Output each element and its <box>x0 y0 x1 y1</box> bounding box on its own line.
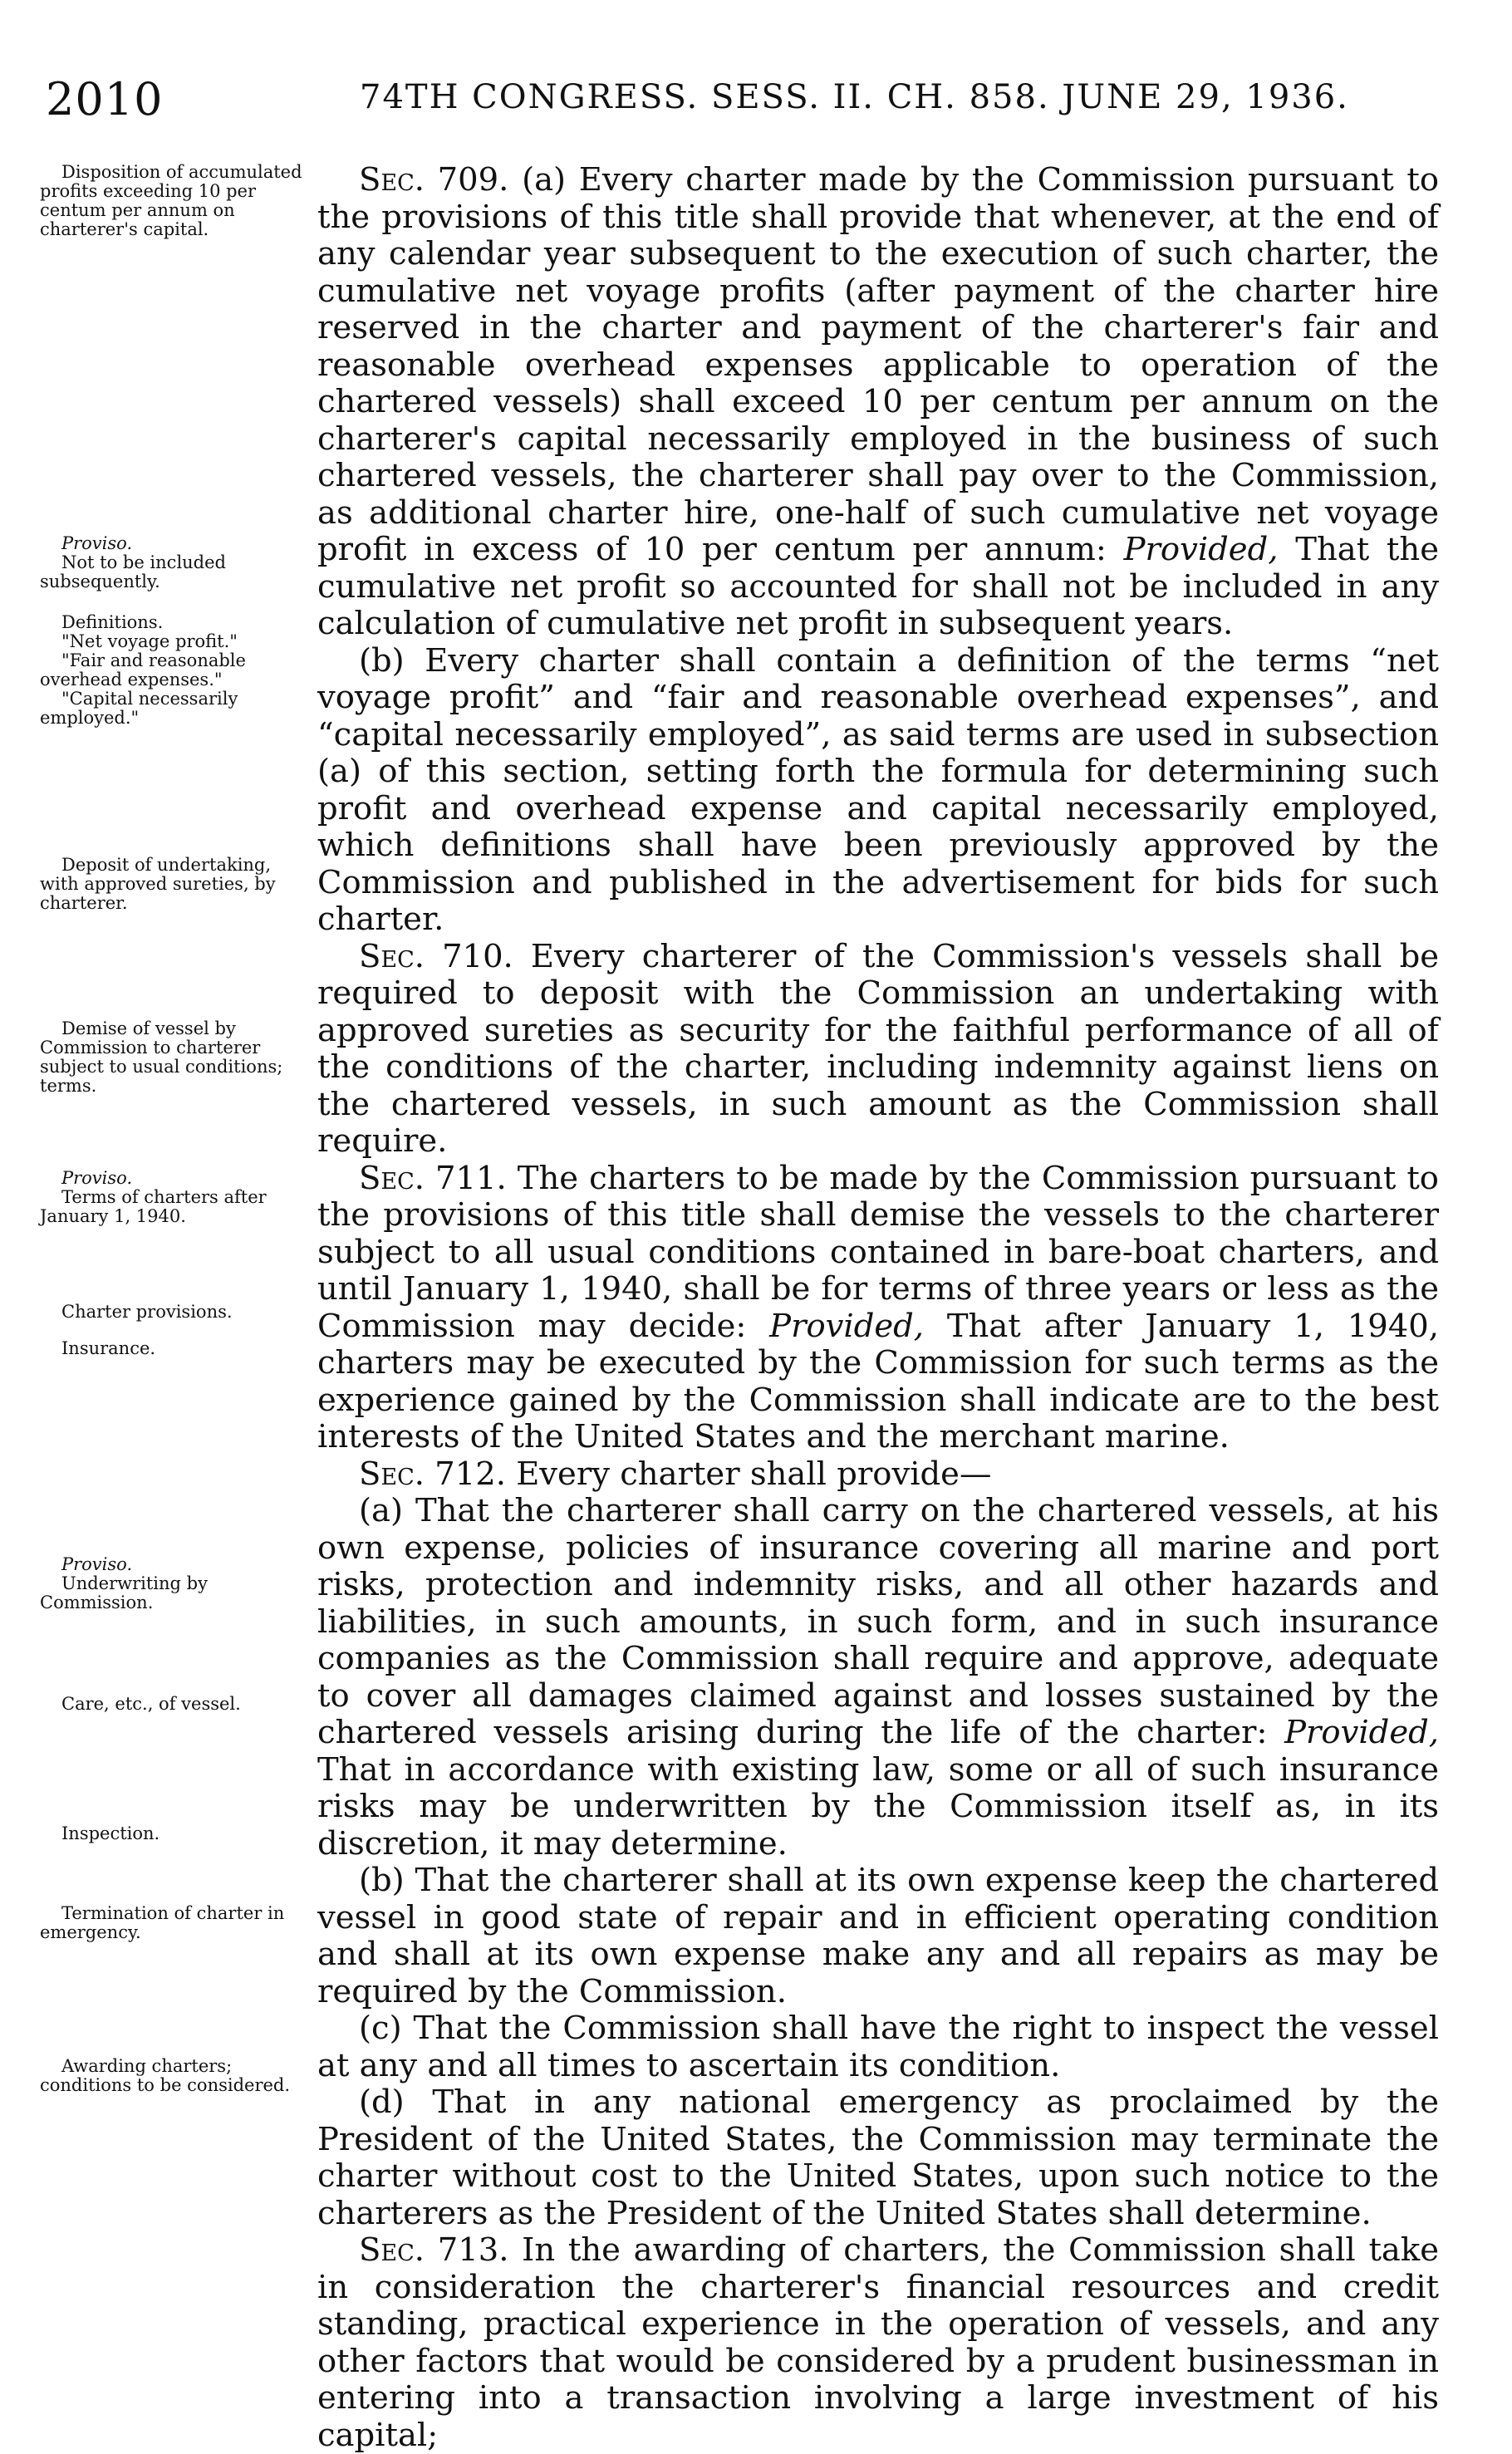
section-712b: (b) That the charterer shall at its own expense keep the chartered vessel in good state of repair and in efficient operating condition and shall at its own expense make any and all repairs as may be required by the Commission. <box>317 1862 1439 2010</box>
margin-note-termination: Termination of charter in emergency. <box>40 1903 285 1942</box>
section-709a <box>317 162 1439 643</box>
section-712a-text: (a) That the charterer shall carry on the chartered vessels, at his own expense, policies of insurance covering all marine and port risks, protection and indemnity risks, and all other hazards and liabilities, in such amounts, in such form, and in such insurance companies as the Commission shall require and approve, adequate to cover all damages claimed against and losses sustained by the chartered vessels arising during the life of the charter: <box>317 1492 1439 1751</box>
margin-note-charter-provisions: Charter provisions. <box>61 1302 233 1322</box>
section-711-proviso-word: Provided, <box>769 1307 925 1345</box>
margin-note-care-of-vessel: Care, etc., of vessel. <box>61 1694 241 1714</box>
section-711-heading: Sec. 711. <box>359 1159 507 1197</box>
section-711-text: The charters to be made by the Commission pursuant to the provisions of this title shall demise the vessels to the charterer subject to all usual conditions contained in bare-boat charters, and until January 1, 1940, shall be for terms of three years or less as the Commission may decide: <box>317 1159 1439 1345</box>
section-711 <box>317 1161 1439 1456</box>
statute-body <box>317 162 1439 2454</box>
section-712-text: Every charter shall provide— <box>516 1455 992 1493</box>
margin-note-deposit: Deposit of undertaking, with approved sureties, by charterer. <box>40 855 276 913</box>
section-709a-proviso-word: Provided, <box>1123 531 1279 568</box>
margin-notes <box>40 0 310 2335</box>
margin-note-disposition: Disposition of accumulated profits exceeding 10 per centum per annum on charterer's capital. <box>40 162 302 239</box>
margin-note-demise: Demise of vessel by Commission to charterer subject to usual conditions; terms. <box>40 1018 283 1096</box>
section-712a-tail: That in accordance with existing law, some or all of such insurance risks may be underwritten by the Commission itself as, in its discretion, it may determine. <box>317 1750 1439 1863</box>
section-713 <box>317 2232 1439 2454</box>
margin-note-capital-employed: "Capital necessarily employed." <box>40 689 238 728</box>
margin-note-underwriting: Underwriting by Commission. <box>40 1573 208 1612</box>
margin-note-net-voyage-profit: "Net voyage profit." <box>61 631 238 651</box>
margin-note-proviso: Proviso. <box>61 533 133 553</box>
margin-note-terms-of-charters: Terms of charters after January 1, 1940. <box>40 1187 267 1226</box>
section-712 <box>317 1456 1439 1494</box>
section-713-text: In the awarding of charters, the Commission shall take in consideration the charterer's financial resources and credit standing, practical experience in the operation of vessels, and any other factors that would be considered by a prudent businessman in entering into a transaction involving a large investment of his capital; <box>317 2231 1439 2454</box>
section-713-heading: Sec. 713. <box>359 2231 509 2269</box>
margin-note-inspection: Inspection. <box>61 1823 160 1843</box>
section-712c: (c) That the Commission shall have the right to inspect the vessel at any and all times to ascertain its condition. <box>317 2010 1439 2084</box>
section-711-tail: That after January 1, 1940, charters may be executed by the Commission for such terms as the experience gained by the Commission shall indicate are to the best interests of the United States and the merchant marine. <box>317 1307 1439 1455</box>
section-709b: (b) Every charter shall contain a definition of the terms “net voyage profit” and “fair and reasonable overhead expenses”, and “capital necessarily employed”, as said terms are used in subsection (a) of this section, setting forth the formula for determining such profit and overhead expense and capital necessarily employed, which definitions shall have been previously approved by the Commission and published in the advertisement for bids for such charter. <box>317 641 1439 938</box>
section-710 <box>317 939 1439 1161</box>
section-712d: (d) That in any national emergency as proclaimed by the President of the United States, the Commission may terminate the charter without cost to the United States, upon such notice to the charterers as the President of the United States shall determine. <box>317 2083 1439 2232</box>
margin-note-proviso-2: Proviso. <box>61 1168 133 1188</box>
section-710-text: Every charterer of the Commission's vessels shall be required to deposit with the Commission an undertaking with approved sureties as security for the faithful performance of all of the conditions of the charter, including indemnity against liens on the chartered vessels, in such amount as the Commission shall require. <box>317 937 1440 1160</box>
margin-note-proviso-3: Proviso. <box>61 1554 133 1574</box>
margin-note-insurance: Insurance. <box>61 1338 156 1358</box>
section-712a <box>317 1493 1439 1863</box>
margin-note-not-included: Not to be included subsequently. <box>40 552 226 591</box>
section-710-heading: Sec. 710. <box>359 937 513 975</box>
section-712-heading: Sec. 712. <box>359 1455 506 1493</box>
margin-note-definitions: Definitions. <box>61 612 164 632</box>
running-head: 74TH CONGRESS. SESS. II. CH. 858. JUNE 29, 1936. <box>360 78 1349 116</box>
margin-note-overhead-expenses: "Fair and reasonable overhead expenses." <box>40 650 246 690</box>
section-709a-text: (a) Every charter made by the Commission pursuant to the provisions of this title shall provide that whenever, at the end of any calendar year subsequent to the execution of such charter, the cumulative net voyage profits (after payment of the charter hire reserved in the charter and payment of the charterer's fair and reasonable overhead expenses applicable to operation of the chartered vessels) shall exceed 10 per centum per annum on the charterer's capital necessarily employed in the business of such chartered vessels, the charterer shall pay over to the Commission, as additional charter hire, one-half of such cumulative net voyage profit in excess of 10 per centum per annum: <box>317 161 1439 568</box>
section-712a-proviso-word: Provided, <box>1284 1714 1439 1751</box>
margin-note-awarding-charters: Awarding charters; conditions to be considered. <box>40 2056 291 2095</box>
page-number: 2010 <box>46 73 164 125</box>
section-709a-tail: That the cumulative net profit so accounted for shall not be included in any calculation of cumulative net profit in subsequent years. <box>317 531 1439 642</box>
section-709-heading: Sec. 709. <box>359 161 509 199</box>
